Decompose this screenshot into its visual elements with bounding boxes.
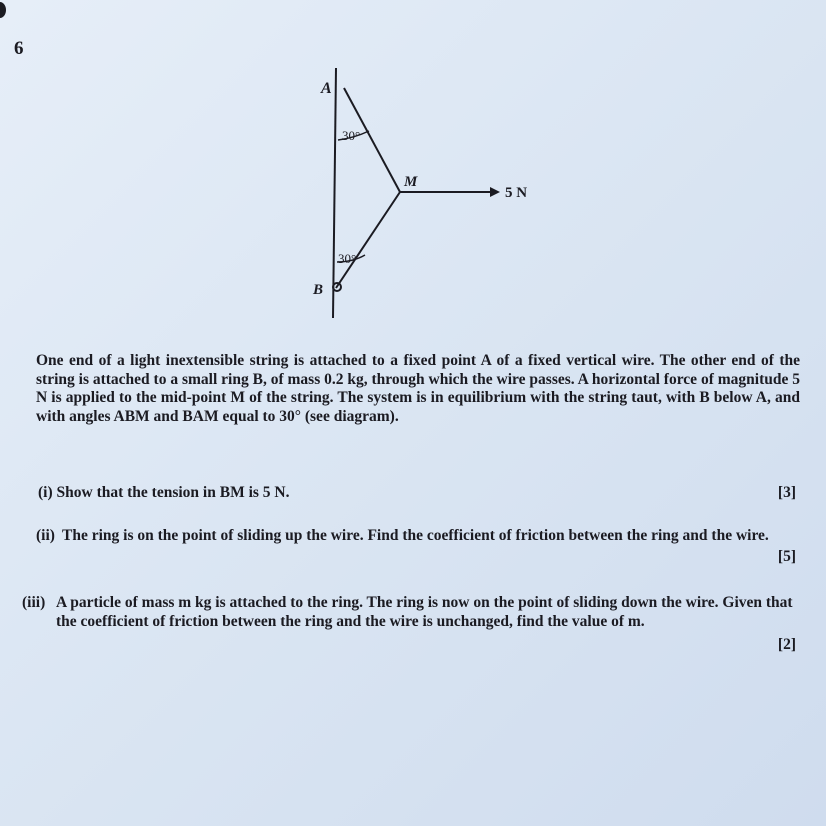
part-i-label: (i) bbox=[38, 484, 53, 501]
angle-label-bottom: 30° bbox=[338, 251, 357, 266]
label-b: B bbox=[313, 282, 324, 298]
part-ii-label: (ii) bbox=[36, 527, 55, 544]
vertical-wire bbox=[333, 68, 336, 318]
part-ii bbox=[36, 527, 800, 546]
angle-label-top: 30° bbox=[342, 128, 361, 143]
part-iii-text: A particle of mass m kg is attached to the ring. The ring is now on the point of sliding down the wire. Given that the coefficient of friction between the ring and the wire is unchanged, find the value of m. bbox=[56, 594, 793, 630]
label-m: M bbox=[404, 174, 418, 190]
part-ii-text: The ring is on the point of sliding up the wire. Find the coefficient of friction between the ring and the wire. bbox=[62, 527, 769, 544]
part-iii-label: (iii) bbox=[22, 594, 46, 611]
question-number: 6 bbox=[14, 38, 24, 59]
part-i-marks: [3] bbox=[777, 484, 796, 501]
force-label: 5 N bbox=[505, 185, 528, 201]
part-i bbox=[38, 484, 798, 503]
part-ii-marks: [5] bbox=[777, 548, 796, 565]
string-mb bbox=[336, 192, 400, 288]
force-diagram bbox=[0, 0, 826, 340]
part-iii bbox=[22, 594, 800, 631]
part-i-text: Show that the tension in BM is 5 N. bbox=[56, 484, 290, 501]
label-a: A bbox=[321, 80, 332, 97]
part-iii-marks: [2] bbox=[777, 636, 796, 653]
force-arrowhead bbox=[490, 187, 500, 197]
question-paragraph: One end of a light inextensible string is attached to a fixed point A of a fixed vertical wire. The other end of the string is attached to a small ring B, of mass 0.2 kg, through which the wire passes. A horizontal force of magnitude 5 N is applied to the mid-point M of the string. The system is in equilibrium with the string taut, with B below A, and with angles ABM and BAM equal to 30° (see diagram). bbox=[36, 352, 800, 425]
